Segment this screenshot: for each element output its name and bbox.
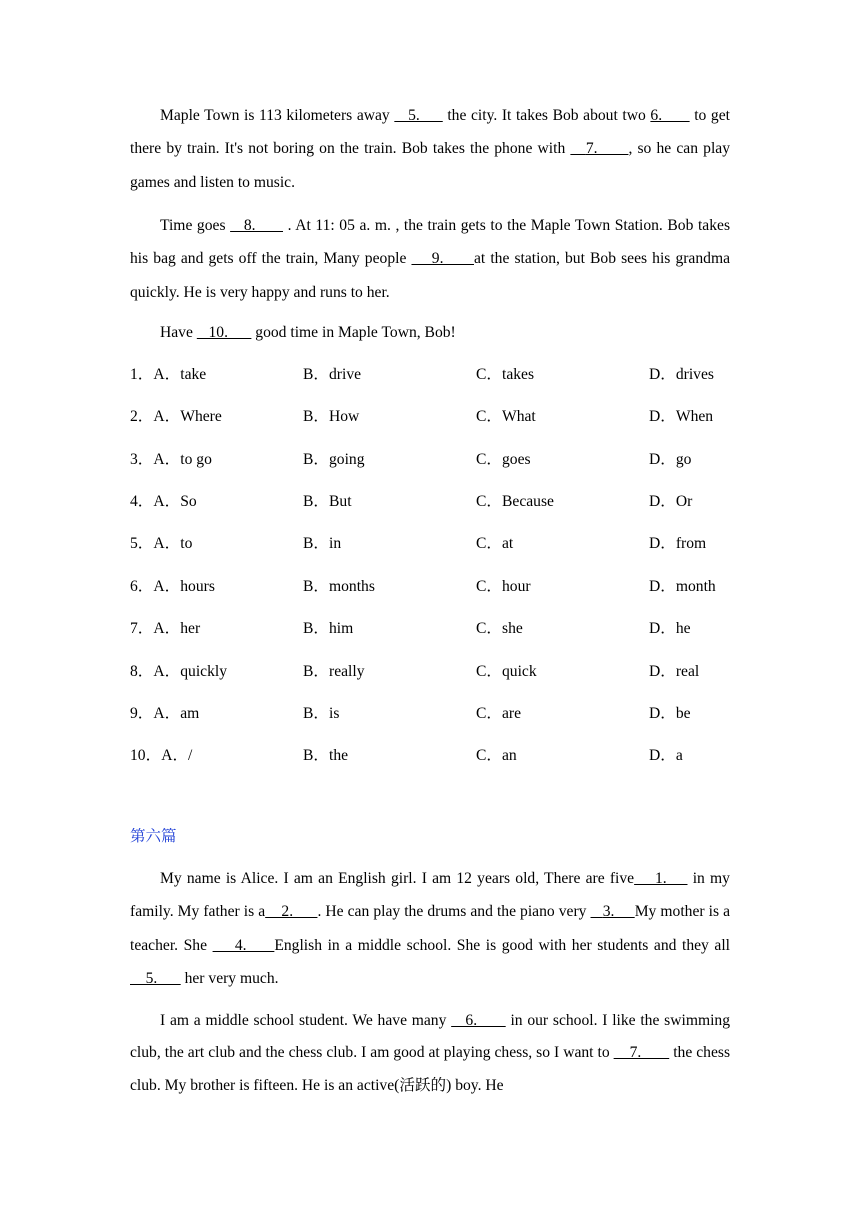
question-row	[130, 532, 730, 556]
text: Time goes	[160, 217, 231, 234]
blank-6: 6.	[451, 1012, 506, 1029]
blank-3-lead	[591, 903, 603, 920]
blank-3: 3.	[602, 903, 635, 921]
option-d[interactable]: D．month	[649, 578, 716, 595]
option-c[interactable]: C．quick	[476, 663, 537, 680]
option-d[interactable]: D．When	[649, 408, 714, 425]
question-row	[130, 363, 730, 387]
blank-5: 5.	[130, 970, 181, 988]
text: I am a middle school student. We have many	[160, 1012, 452, 1029]
option-b[interactable]: B．in	[303, 535, 342, 552]
text: good time in Maple Town, Bob!	[251, 324, 456, 341]
section6-paragraph-1	[130, 862, 730, 996]
text: the city. It takes Bob about two	[442, 107, 651, 124]
option-b[interactable]: B．going	[303, 451, 365, 468]
section6-paragraph-2	[130, 1005, 730, 1102]
text: Have	[160, 324, 197, 341]
option-d[interactable]: D．a	[649, 747, 683, 764]
option-b[interactable]: B．the	[303, 747, 349, 764]
question-row	[130, 660, 730, 684]
option-a[interactable]: 1．A．take	[130, 366, 207, 383]
text: to get there by train. It's not boring on the train. Bob takes the phone with	[130, 107, 730, 158]
option-c[interactable]: C．an	[476, 747, 517, 764]
option-a[interactable]: 9．A．am	[130, 705, 200, 722]
text: , so he can play games and listen to music.	[130, 140, 730, 191]
option-c[interactable]: C．hour	[476, 578, 531, 595]
passage-paragraph-3	[130, 316, 730, 349]
option-d[interactable]: D．real	[649, 663, 700, 680]
text: . At 11: 05 a. m. , the train gets to the Maple Town Station. Bob takes his bag and gets off the train, Many people	[130, 217, 731, 268]
blank-2: 2.	[265, 903, 318, 921]
option-b[interactable]: B．drive	[303, 366, 362, 383]
option-c[interactable]: C．goes	[476, 451, 531, 468]
option-a[interactable]: 3．A．to go	[130, 451, 212, 468]
question-row	[130, 702, 730, 726]
passage-paragraph-1	[130, 99, 730, 199]
option-b[interactable]: B．But	[303, 493, 352, 510]
blank-9: 9.	[411, 250, 474, 268]
text: at the station, but Bob sees his grandma quickly. He is very happy and runs to her.	[130, 250, 730, 301]
blank-5: 5.	[394, 107, 443, 124]
question-row	[130, 575, 730, 599]
blank-10: 10.	[196, 324, 252, 341]
option-b[interactable]: B．months	[303, 578, 375, 595]
option-d[interactable]: D．from	[649, 535, 707, 552]
option-a[interactable]: 4．A．So	[130, 493, 197, 510]
question-row	[130, 744, 730, 768]
blank-6: 6.	[650, 107, 690, 124]
text: her very much.	[180, 970, 279, 988]
blank-7: 7.	[613, 1044, 670, 1062]
option-c[interactable]: C．at	[476, 535, 514, 552]
text: English in a middle school. She is good with her students and they all	[274, 936, 731, 954]
option-a[interactable]: 2．A．Where	[130, 408, 222, 425]
option-b[interactable]: B．him	[303, 620, 354, 637]
question-row	[130, 617, 730, 641]
option-d[interactable]: D．be	[649, 705, 691, 722]
option-a[interactable]: 5．A．to	[130, 535, 193, 552]
option-c[interactable]: C．she	[476, 620, 523, 637]
section-title: 第六篇	[130, 827, 177, 845]
text: . He can play the drums and the piano very	[317, 903, 591, 921]
text: the chess club. My brother is fifteen. He is an active(活跃的) boy. He	[130, 1044, 731, 1094]
blank-1: 1.	[634, 870, 688, 887]
text: in my family. My father is a	[130, 870, 730, 921]
question-row	[130, 448, 730, 472]
text: My name is Alice. I am an English girl. I am 12 years old, There are five	[160, 870, 635, 887]
passage-paragraph-2	[130, 209, 730, 309]
option-d[interactable]: D．he	[649, 620, 691, 637]
question-row	[130, 405, 730, 429]
option-c[interactable]: C．takes	[476, 366, 535, 383]
option-c[interactable]: C．What	[476, 408, 536, 425]
option-a[interactable]: 10．A．/	[130, 747, 193, 764]
option-d[interactable]: D．go	[649, 451, 692, 468]
text: in our school. I like the swimming club, the art club and the chess club. I am good at playing chess, so I want to	[130, 1012, 731, 1062]
text: My mother is a teacher. She	[130, 903, 731, 954]
option-b[interactable]: B．How	[303, 408, 360, 425]
option-a[interactable]: 6．A．hours	[130, 578, 215, 595]
blank-7-lead	[570, 140, 585, 157]
option-b[interactable]: B．is	[303, 705, 340, 722]
option-b[interactable]: B．really	[303, 663, 365, 680]
blank-4: 4.	[212, 936, 275, 954]
blank-8: 8.	[230, 217, 283, 234]
option-d[interactable]: D．drives	[649, 366, 714, 383]
option-c[interactable]: C．Because	[476, 493, 554, 510]
text: Maple Town is 113 kilometers away	[160, 107, 395, 124]
option-c[interactable]: C．are	[476, 705, 522, 722]
option-a[interactable]: 8．A．quickly	[130, 663, 228, 680]
option-a[interactable]: 7．A．her	[130, 620, 201, 637]
question-row	[130, 490, 730, 514]
blank-7: 7.	[585, 140, 629, 158]
option-d[interactable]: D．Or	[649, 493, 693, 510]
